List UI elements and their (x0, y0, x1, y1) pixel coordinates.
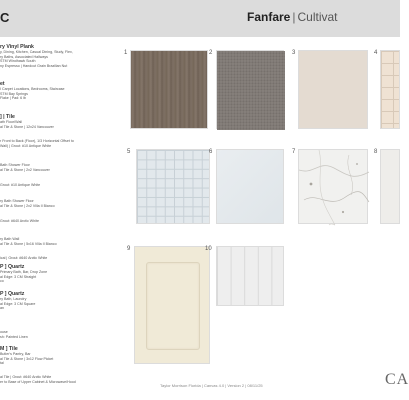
spec-line: ical | Grout: #640 Arctic White (0, 256, 48, 260)
spec-line: ny Espresso | Handcut Grain Brazilian Nut (0, 63, 68, 68)
spec-item (0, 199, 108, 208)
marble-veins (299, 150, 369, 225)
spec-item (0, 330, 108, 339)
spec-line: ry Bath Shower Floor (0, 199, 34, 203)
spec-title: ry Vinyl Plank (0, 44, 34, 50)
spec-item (0, 219, 108, 224)
swatch-number: 3 (292, 50, 296, 56)
spec-line: al Tile & Stone | 12x24 Vancouver (0, 124, 54, 129)
swatch-carpet (216, 50, 284, 129)
swatch-number: 2 (209, 50, 213, 56)
spec-line: I Carpet Locations, Bedrooms, Staircase (0, 87, 65, 92)
swatch-subway-tile (216, 246, 284, 306)
swatch-blue-grid-tile (136, 149, 213, 224)
spec-title: P ] Quartz (0, 264, 25, 270)
spec-item (0, 375, 108, 384)
spec-line: co (0, 279, 4, 284)
spec-list (0, 44, 108, 394)
door-panel (146, 262, 200, 350)
swatch-marble-quartz (298, 149, 368, 224)
spec-item (0, 346, 108, 366)
spec-line: sh: Painted Linen (0, 334, 28, 339)
spec-line: al Edge: 3 CM Straight (0, 274, 37, 279)
carpet-texture (217, 51, 285, 130)
spec-title: P ] Quartz (0, 291, 25, 297)
spec-item (0, 81, 108, 101)
header-bar (0, 0, 400, 37)
spec-line: an (0, 306, 4, 311)
spec-item (0, 139, 108, 148)
spec-line: Grout: #640 Arctic White (0, 219, 39, 223)
title-separator: | (292, 10, 296, 24)
swatch-number: 10 (205, 246, 212, 252)
spec-item (0, 44, 108, 69)
spec-line: r Front to Back (Floor), 1/3 Horizontal Offset to (0, 139, 74, 143)
spec-line: ry Baths, Associated Hallways (0, 54, 48, 59)
swatch-number: 5 (127, 149, 131, 155)
spec-title: et (0, 81, 5, 87)
spec-line: Wall) | Grout: #10 Antique White (0, 143, 52, 148)
spec-line: al Tile & Stone | 2x2 Villa II Bianco (0, 203, 55, 208)
spec-line: al Tile & Stone | 5x16 Villa II Bianco (0, 241, 57, 246)
collection-name: Cultivat (297, 10, 338, 24)
spec-title: M ] Tile (0, 346, 18, 352)
spec-line: STM Windhawk South (0, 59, 36, 64)
footer-text: Taylor Morrison Florida | Canvas 4.0 | Version 2 | 08/11/25 (160, 383, 263, 388)
brand-logo: CA (385, 371, 409, 388)
spec-line: al Tile & Stone | 3x12 Flow Picket (0, 356, 54, 361)
swatch-number: 1 (124, 50, 128, 56)
swatch-number: 4 (374, 50, 378, 56)
spec-line: STM Bay Springs (0, 91, 28, 96)
swatch-cabinet-door (134, 246, 210, 364)
spec-item (0, 256, 108, 261)
spec-line: ry Bath Wall (0, 237, 20, 241)
spec-item (0, 264, 108, 284)
spec-line: Primary Bath, Bar, Drop Zone (0, 270, 48, 275)
spec-line: ry Bath, Laundry (0, 297, 27, 302)
collection-title (247, 10, 338, 24)
spec-line: Flake | Pad: 6 lb (0, 96, 26, 101)
swatch-beige-grid-tile (380, 50, 400, 129)
swatch-number: 6 (209, 149, 213, 155)
swatch-white-quartz (380, 149, 400, 224)
spec-title: ] | Tile (0, 114, 15, 120)
spec-line: tal (0, 361, 4, 366)
spec-item (0, 114, 108, 129)
spec-item (0, 291, 108, 311)
spec-line: Butler's Pantry, Bar (0, 352, 31, 357)
spec-line: Grout: #10 Antique White (0, 183, 41, 187)
swatch-number: 7 (292, 149, 296, 155)
spec-line: ouse (0, 330, 8, 334)
spec-line: Bath Shower Floor (0, 163, 30, 167)
swatch-number: 8 (374, 149, 378, 155)
spec-line: y, Dining, Kitchen, Casual Dining, Study, Flex, (0, 50, 73, 55)
spec-line: al Tile & Stone | 2x2 Vancouver (0, 167, 50, 172)
spec-line: er to Base of Upper Cabinet & Microwave/Hood (0, 379, 76, 384)
swatch-number: 9 (127, 246, 131, 252)
spec-line: al Tile | Grout: #640 Arctic White (0, 375, 52, 379)
swatch-wood-plank (130, 50, 208, 129)
scheme-title: C (0, 10, 10, 25)
swatch-beige-tile (298, 50, 368, 129)
brand-name: Fanfare (247, 10, 291, 24)
spec-item (0, 163, 108, 172)
spec-item (0, 183, 108, 188)
spec-line: ath Floor/Wall (0, 120, 23, 125)
spec-line: al Edge: 3 CM Square (0, 301, 36, 306)
swatch-blue-tile (216, 149, 284, 224)
spec-item (0, 237, 108, 246)
